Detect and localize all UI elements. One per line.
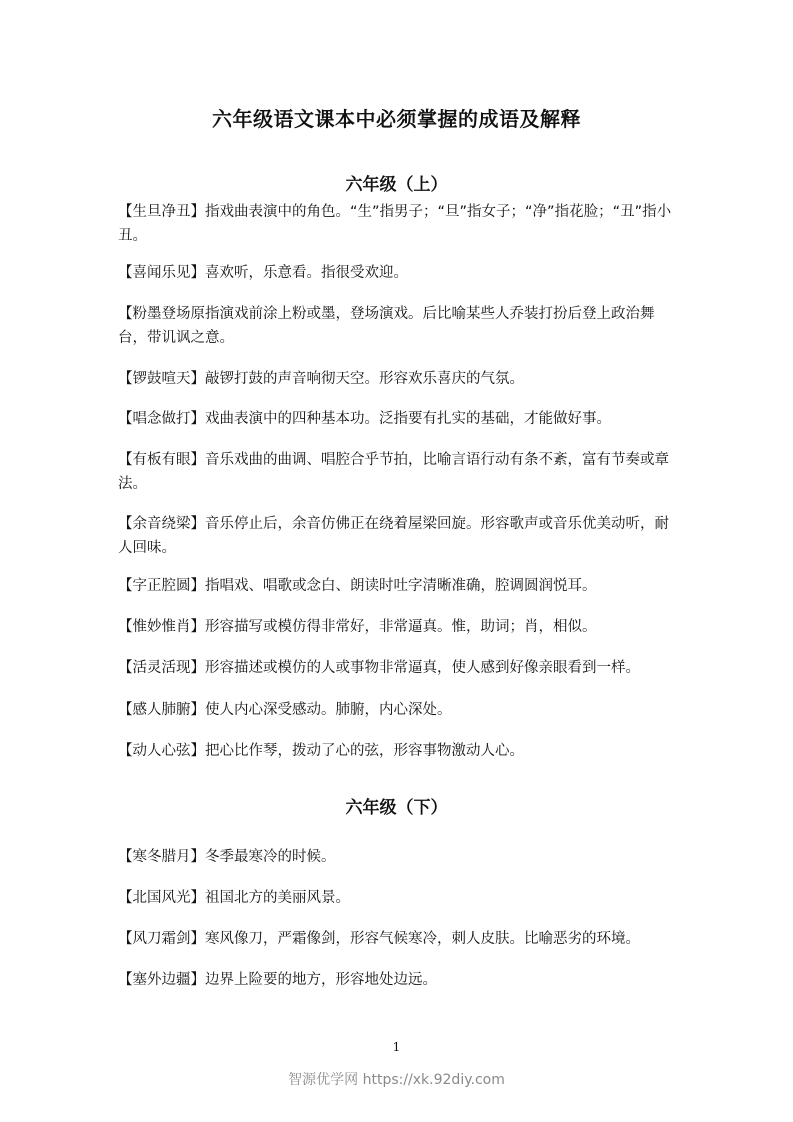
idiom-entry [118, 574, 678, 598]
idiom-entry [118, 302, 678, 350]
idiom-entry [118, 512, 678, 560]
idiom-explanation: 形容描写或模仿得非常好，非常逼真。惟，助词；肖，相似。 [205, 619, 597, 635]
idiom-explanation: 喜欢听，乐意看。指很受欢迎。 [205, 265, 408, 281]
idiom-explanation: 形容描述或模仿的人或事物非常逼真，使人感到好像亲眼看到一样。 [205, 660, 640, 676]
idiom-entry [118, 845, 678, 869]
idiom-explanation: 把心比作琴，拨动了心的弦，形容事物激动人心。 [205, 743, 524, 759]
idiom-explanation: 边界上险要的地方，形容地处边远。 [205, 972, 437, 988]
idiom-explanation: 冬季最寒冷的时候。 [205, 849, 336, 865]
idiom-entry [118, 656, 688, 680]
section-heading-upper: 六年级（上） [345, 175, 448, 195]
idiom-explanation: 指唱戏、唱歌或念白、朗读时吐字清晰准确，腔调圆润悦耳。 [205, 578, 597, 594]
idiom-entry [118, 448, 678, 496]
idiom-entry [118, 698, 678, 722]
watermark: 智源优学网 https://xk.92diy.com [288, 1072, 505, 1088]
idiom-entry [118, 615, 678, 639]
idiom-term: 【动人心弦】 [118, 743, 205, 759]
page-number: 1 [392, 1040, 401, 1054]
idiom-term: 【唱念做打】 [118, 411, 205, 427]
document-title: 六年级语文课本中必须掌握的成语及解释 [212, 107, 581, 131]
section-heading-lower: 六年级（下） [345, 798, 448, 818]
idiom-term: 【喜闻乐见】 [118, 265, 205, 281]
idiom-entry [118, 200, 678, 248]
idiom-explanation: 音乐停止后，余音仿佛正在绕着屋梁回旋。形容歌声或音乐优美动听，耐人回味。 [118, 516, 669, 556]
idiom-term: 【余音绕梁】 [118, 516, 205, 532]
idiom-entry [118, 261, 678, 285]
idiom-explanation: 指戏曲表演中的角色。“生”指男子；“旦”指女子；“净”指花脸；“丑”指小丑。 [118, 204, 672, 244]
idiom-explanation: 使人内心深受感动。肺腑，内心深处。 [205, 702, 452, 718]
idiom-term: 【活灵活现】 [118, 660, 205, 676]
idiom-explanation: 祖国北方的美丽风景。 [205, 890, 350, 906]
idiom-term: 【塞外边疆】 [118, 972, 205, 988]
idiom-term: 【字正腔圆】 [118, 578, 205, 594]
idiom-explanation: 戏曲表演中的四种基本功。泛指要有扎实的基础，才能做好事。 [205, 411, 611, 427]
idiom-entry [118, 968, 678, 992]
idiom-entry [118, 367, 678, 391]
idiom-term: 【生旦净丑】 [118, 204, 205, 220]
idiom-entry [118, 407, 678, 431]
idiom-term: 【惟妙惟肖】 [118, 619, 205, 635]
idiom-explanation: 原指演戏前涂上粉或墨，登场演戏。后比喻某些人乔装打扮后登上政治舞台，带讥讽之意。 [118, 306, 655, 346]
idiom-entry [118, 927, 688, 951]
idiom-explanation: 音乐戏曲的曲调、唱腔合乎节拍，比喻言语行动有条不紊，富有节奏或章法。 [118, 452, 669, 492]
idiom-term: 【感人肺腑】 [118, 702, 205, 718]
idiom-term: 【寒冬腊月】 [118, 849, 205, 865]
idiom-term: 【北国风光】 [118, 890, 205, 906]
idiom-term: 【粉墨登场 [118, 306, 191, 322]
idiom-term: 【有板有眼】 [118, 452, 205, 468]
idiom-explanation: 寒风像刀，严霜像剑，形容气候寒冷，刺人皮肤。比喻恶劣的环境。 [205, 931, 640, 947]
idiom-explanation: 敲锣打鼓的声音响彻天空。形容欢乐喜庆的气氛。 [205, 371, 524, 387]
idiom-entry [118, 886, 678, 910]
idiom-entry [118, 739, 678, 763]
idiom-term: 【风刀霜剑】 [118, 931, 205, 947]
idiom-term: 【锣鼓喧天】 [118, 371, 205, 387]
